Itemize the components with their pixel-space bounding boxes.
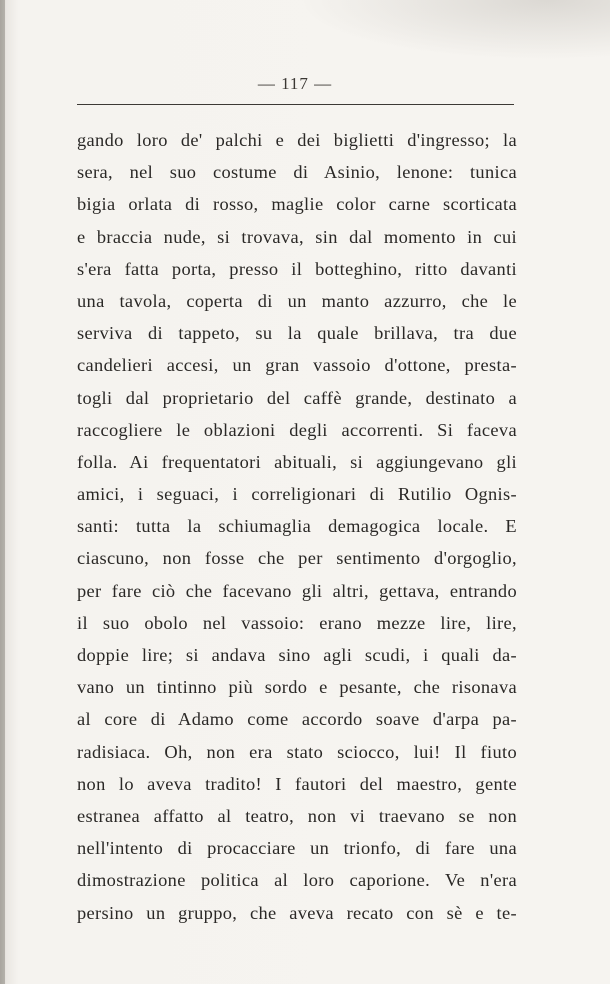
text-line: estranea affatto al teatro, non vi traevano se non — [77, 805, 517, 826]
text-line: doppie lire; si andava sino agli scudi, i quali da- — [77, 645, 517, 665]
text-line: per fare ciò che facevano gli altri, gettava, entrando — [77, 580, 517, 601]
text-line: il suo obolo nel vassoio: erano mezze lire, lire, — [77, 612, 517, 633]
text-line: e braccia nude, si trovava, sin dal momento in cui — [77, 226, 517, 247]
text-line: amici, i seguaci, i correligionari di Rutilio Ognis- — [77, 484, 517, 505]
text-line: dimostrazione politica al loro caporione. Ve n'era — [77, 870, 517, 891]
binding-shadow — [0, 0, 5, 984]
text-line: gando loro de' palchi e dei biglietti d'ingresso; la — [77, 130, 517, 150]
text-line: candelieri accesi, un gran vassoio d'ottone, presta- — [77, 355, 517, 376]
paper-stain — [300, 0, 610, 60]
text-line: vano un tintinno più sordo e pesante, che risonava — [77, 677, 517, 698]
text-line: folla. Ai frequentatori abituali, si aggiungevano gli — [77, 451, 517, 472]
text-line: s'era fatta porta, presso il botteghino, ritto davanti — [77, 258, 517, 279]
text-line: santi: tutta la schiumaglia demagogica locale. E — [77, 516, 517, 537]
text-line: ciascuno, non fosse che per sentimento d'orgoglio, — [77, 548, 517, 569]
page-number: — 117 — — [257, 74, 333, 93]
text-line: raccogliere le oblazioni degli accorrenti. Si faceva — [77, 419, 517, 440]
header-rule — [77, 104, 514, 105]
text-line: bigia orlata di rosso, maglie color carne scorticata — [77, 194, 517, 215]
text-line: al core di Adamo come accordo soave d'arpa pa- — [77, 709, 517, 730]
text-line: persino un gruppo, che aveva recato con sè e te- — [77, 902, 517, 923]
text-line: nell'intento di procacciare un trionfo, di fare una — [77, 838, 517, 859]
text-line: non lo aveva tradito! I fautori del maestro, gente — [77, 773, 517, 794]
text-line: una tavola, coperta di un manto azzurro, che le — [77, 290, 517, 311]
body-text — [77, 124, 517, 929]
text-line: serviva di tappeto, su la quale brillava, tra due — [77, 323, 517, 344]
text-line: togli dal proprietario del caffè grande, destinato a — [77, 387, 517, 408]
text-line: radisiaca. Oh, non era stato sciocco, lui! Il fiuto — [77, 741, 517, 762]
text-line: sera, nel suo costume di Asinio, lenone: tunica — [77, 162, 517, 183]
